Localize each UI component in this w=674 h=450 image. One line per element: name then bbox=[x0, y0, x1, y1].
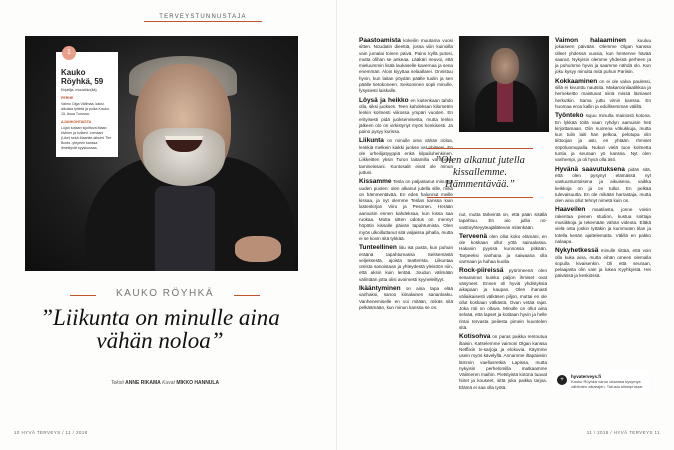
paragraph-lead: Vaimon halaaminen bbox=[555, 37, 626, 44]
column-3 bbox=[555, 38, 651, 283]
body-paragraph bbox=[459, 212, 547, 231]
paragraph-text: minulle riittää, että voin olla kuka aina, mutta eihän omeen olemalla sopulla kivaisenkin. Oli että seuraan, pelaajasta olin vain ja lukea Kyyhkyistä. Hei päivässä ja keskiössä. bbox=[555, 248, 652, 279]
paragraph-lead: Nykyhetkessä bbox=[555, 247, 599, 255]
paragraph-lead: Kokkaaminen bbox=[555, 77, 598, 85]
body-paragraph bbox=[555, 248, 651, 279]
body-paragraph bbox=[555, 38, 651, 76]
paragraph-lead: Ikääntyminen bbox=[359, 284, 401, 292]
bio-name: Kauko Röyhkä, 59 bbox=[61, 68, 104, 86]
paragraph-text: Tesla on paljastanut minussa uuden puolen: olen alkanut jutella sille, mikä on hämmentävää. En edes halunnut meille kissaa, ja nyt olemme Teslan kanssa kuin lastenkirjan Viiru ja Pesonen. Herään aamuisin ennen kahdeksaa, kun kissa saa ruokaa. Mutta sitten odotus on mennyt höpötin kissalle päivän tapahtumista. Olen myös ulkoilluttanut sitä valjaissa pihalla, mutta ei se kovin sitä tykkää. bbox=[359, 179, 453, 241]
right-page bbox=[337, 0, 674, 450]
body-paragraph bbox=[555, 207, 651, 245]
bio-current-text: Lojan sotaan sijoittuva Maan kivinen ja kulkevi -romaani (Like) sekä Maanite-albumi The Boots -yhtyeen kanssa ilmestyvät syyskuussa. bbox=[61, 126, 112, 150]
folio-right: 11 / 2018 / HYVÄ TERVEYS 11 bbox=[586, 430, 660, 435]
body-paragraph bbox=[555, 79, 651, 110]
kicker: KAUKO RÖYHKÄ bbox=[70, 288, 260, 299]
tip-text: Kauko Röyhkä varoo oksansa kysymys vähitoten aikarajen. Tutustu kiinniprosse. bbox=[571, 379, 644, 389]
paragraph-text: olen ollut koko elämäni, en ole koskaan ollut yötä sairaalassa. Hakanin pyyssä kunnossa pitkään. Tarpeeksi vanhana ja saiwaana olla varmaan ja hahaa kuolla. bbox=[459, 233, 547, 265]
section-tag: TERVEYSTUNNUSTAJA bbox=[148, 14, 258, 20]
paragraph-lead: Paastoamista bbox=[359, 37, 401, 44]
bio-current-label: AJANKOHTAISTA bbox=[61, 120, 92, 124]
paragraph-lead: Löysä ja heikko bbox=[359, 96, 409, 104]
paragraph-text: liitu isä pastä, kun puhuin eräänä tapahtumassa Seitsemästä veljeksestä, ajoista teatterista. Liikuntaa omista sanoistaan ja yhteydestä yleisöön niin, että aksin kuin lentää. Joudun välimään välintään jotta olisi avoimesti kyyneleiltyyt. bbox=[359, 245, 454, 282]
column-2 bbox=[459, 212, 547, 394]
paragraph-text: pidän sitä, että olen pysynyt elämässä nyt vastuuntuntoisena ja aikuisena, vaikka keikkoja on ja on tullut. En pelkää tulevaisuutta. En ole mikään harrastaja, mutta olen aina ollut tehnyt nimetä kuin on. bbox=[555, 166, 651, 204]
plus-icon: + bbox=[557, 375, 567, 385]
paragraph-text: on paras paikka rentoutua iltaisin. Katselemme vaimoni Olgan kanssa Netflixin tv-sarjoja ja elokuvia. Käymme usein myös kävelyllä. Annamme iltapäivisin lämmin vaellusretkiä Lapissa, mutta nykyisin perhelomilla matkaamme Välimeren maihin. Pietstyistä kotona tuavat hiiret ja kouseet, sittä joka paikka tarjoa. Elämä ei saa olla työtä. bbox=[459, 334, 547, 390]
paragraph-lead: Haaveilen bbox=[555, 206, 586, 214]
paragraph-text: nut, mutta tärkeintä on, että pään sisällä tapahtuu. En aio jullia no- vasttoyhteyyteajällätevan mitenkään. bbox=[459, 212, 547, 230]
paragraph-text: on aina tapa elää vanhaksi, sanoo kiinalainen sananlasku. Vanhenemiselle en voi mitään, mikäs sitä pelkäämään, kun minun kanssa se on. bbox=[359, 285, 454, 310]
paragraph-text: en kuitenkaan tahdo olla, siksi juoksen. Teen kahdeksan kilometrin lenkin kolmesti viikossa ympäri vuoden. En erityisesti pidä juoksemisesta, mutta lenkin jälkeen olo on virkistynyt myös henkisesti. Ja paino pysyy kurissa. bbox=[359, 97, 453, 135]
paragraph-text: on ei ole valva paulessi, sillä ei kivunttu nautsita. Makaroonilaatikkoa ja hernekeitto maistuvat niinä missä läimaset herkutkin. Sama juttu viinin kanssa. En huomaa eroa kallin ja edullisemman välillä. bbox=[555, 78, 651, 109]
paragraph-lead: Työnteko bbox=[555, 112, 584, 120]
paragraph-lead: Hyvänä saavutuksena bbox=[555, 165, 625, 173]
folio-left: 10 HYVÄ TERVEYS / 11 / 2018 bbox=[14, 430, 88, 435]
paragraph-text: on minulle aina vähän noloa, lenkkiä melkein kaikki juokse vat ohitseni. En ole urheilijatyyppiä enkä kilpailuhenkinen. Liikkeitten yksin Turun laitamilla vanhoissa tamineissani. Kuntosalit eivät ole minun juttuni. bbox=[359, 138, 453, 175]
paragraph-text: maatilasta, jonne voisin rakentaa pienen studion, kustua soittaja musiikkoja ja tekemään vähän videota. Eläkä vielä osta joskin tyttäkin ja kummuten tilan ja totella kesän ajattelematta. Välillä en pakko nalaapa. bbox=[555, 207, 652, 244]
paragraph-lead: Tunteellinen bbox=[359, 244, 397, 252]
body-paragraph bbox=[359, 286, 453, 311]
body-paragraph bbox=[359, 38, 453, 95]
paragraph-text: kuuluu jokaiseen päivään. Olemme Olgan kanssa olleet yhdessä vuosia, kun hentenne hävää saanut. Nykyisin olemme yhdessä perheen ja ja puhumme hyvin ja saamme nähdä olo. Kun joku kysyy minulta mitä puhun Pariisin. bbox=[555, 38, 652, 75]
paragraph-lead: Kissamme bbox=[359, 178, 392, 186]
bio-role: Kirjailija, muusikko(kä) bbox=[61, 88, 97, 92]
number-badge: 1 bbox=[62, 46, 76, 60]
tip-title[interactable]: hyvaterveys.fi bbox=[571, 374, 602, 379]
body-paragraph bbox=[555, 167, 651, 205]
body-paragraph bbox=[459, 234, 547, 265]
body-paragraph bbox=[555, 113, 651, 163]
paragraph-lead: Kotisohva bbox=[459, 333, 491, 341]
pull-quote: ”Olen alkanut jutella kissallemme. Hämmentävää.” bbox=[427, 148, 533, 198]
body-paragraph bbox=[459, 268, 547, 331]
body-paragraph bbox=[359, 98, 453, 136]
paragraph-text: kokeilin muutama vuosi sitten. Noudatin dieettiä, jossa viiin kuinoilla vain jumalai toinen päivä. Paino kyllä putosi, mutta olihan se ankeaa. Lääkäri neuvoi, että mieluummin lisää laukaselle kavernaa ja sena enemmän. Aloin kiyyttaa selaallarei. Onnistuu hyvin, kun laitan pöydän päälle tuolin ja sen päälle tietokoneen. Seisominen sopii minulle, fysysiesti laiskalle. bbox=[359, 38, 453, 94]
inset-portrait-photo bbox=[459, 36, 549, 132]
paragraph-lead: Terveenä bbox=[459, 232, 488, 240]
paragraph-text: sujuu minulta mainiosti kotona. En lykkää töitä vaan ryhdyn aamuisin heti kirjoittamaan. Olin nuorena vökukkuja, mutta kun tulin laiti hän pelkoa, pelotupa olin tiittoojan ja asti, en yhtään. Ihmiset söpöluomupalla. Nukun vielä tuon kolmetta tuntia ja seuraan yö kanssa. Nyt olen vanhempi, ja oli hyvä olla asti. bbox=[555, 113, 651, 163]
headline: ”Liikunta on minulle aina vähän noloa” bbox=[40, 305, 280, 353]
body-paragraph bbox=[459, 334, 547, 391]
bio-family-label: PERHE bbox=[61, 96, 74, 100]
bio-box bbox=[56, 52, 118, 157]
byline: Teksti ANNE RIKAMA Kuvat MIKKO HANNULA bbox=[110, 380, 220, 386]
body-paragraph bbox=[359, 245, 453, 283]
paragraph-text: pyörimeenä olen sesarannut kuinka paljon ihmiset ovat väsyneet. Ennen oli hyviä yhdistyksiä aikapaan ja kaupan. Olen ihanasti väliaikaisesti välkäsen piljon, muttai en ole ollut koskaan välkästä. Ovan vetää rajat. Joka roti on oltava. Minulle on ollut aina selvää, että lapset ja kotitaan hyvin ja helle rintai tervasta peilesta pimein kuuntelen sitä. bbox=[459, 268, 547, 331]
tip-box bbox=[553, 370, 649, 393]
bio-family-text: Vaimo Olga Välimaa, kaksi aikuista tytärtä ja poika Kauko, 15, Asua Turussa. bbox=[61, 102, 110, 116]
paragraph-lead: Liikunta bbox=[359, 137, 384, 145]
paragraph-lead: Rock-piireissä bbox=[459, 267, 504, 275]
